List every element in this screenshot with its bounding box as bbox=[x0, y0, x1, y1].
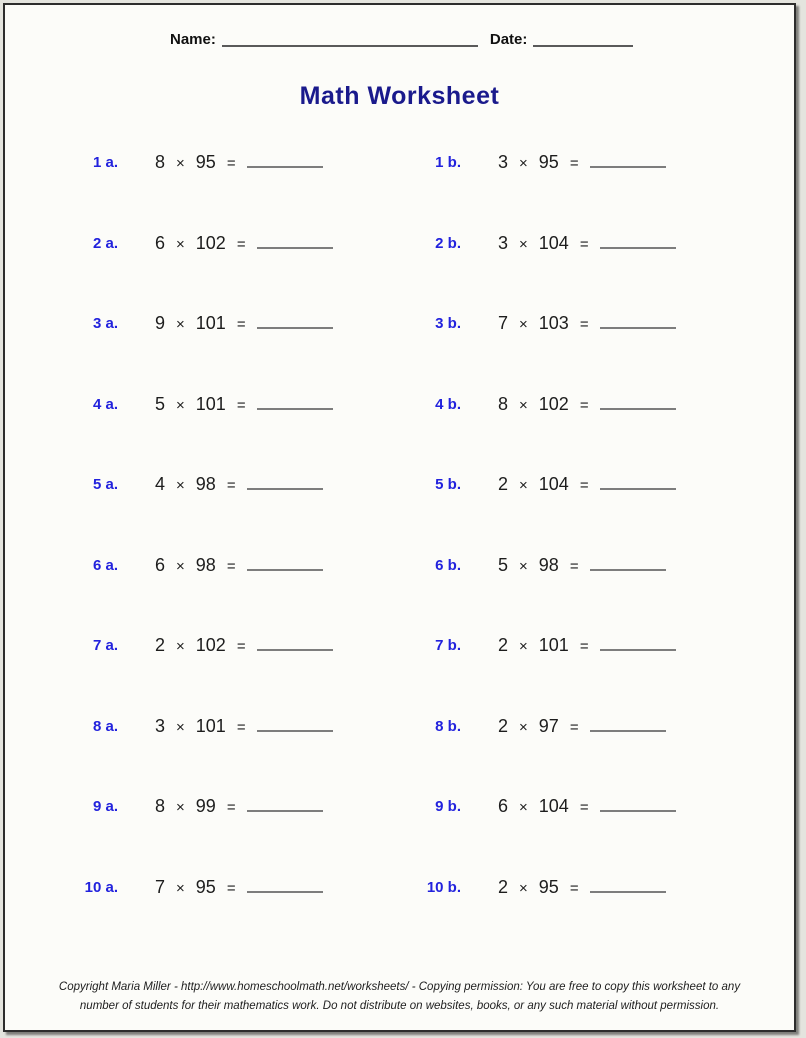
times-symbol: × bbox=[176, 396, 185, 414]
problem-row bbox=[60, 877, 676, 958]
problem-expression bbox=[155, 555, 403, 576]
date-label: Date: bbox=[489, 31, 528, 48]
factor-2: 98 bbox=[538, 554, 559, 575]
factor-1: 6 bbox=[155, 232, 166, 253]
factor-2: 101 bbox=[195, 715, 226, 736]
answer-blank-line bbox=[257, 649, 333, 651]
times-symbol: × bbox=[176, 799, 185, 816]
times-symbol: × bbox=[519, 316, 528, 333]
answer-blank-line bbox=[247, 891, 323, 893]
problem-expression bbox=[155, 394, 403, 415]
problem-row bbox=[60, 716, 676, 797]
answer-blank-line bbox=[600, 649, 676, 651]
date-blank-line bbox=[533, 45, 633, 47]
factor-2: 104 bbox=[538, 232, 569, 253]
answer-blank-line bbox=[247, 166, 323, 168]
name-label: Name: bbox=[170, 31, 216, 48]
factor-1: 3 bbox=[498, 152, 509, 172]
factor-1: 7 bbox=[498, 313, 509, 333]
times-symbol: × bbox=[176, 155, 185, 172]
times-symbol: × bbox=[519, 799, 528, 816]
factor-1: 8 bbox=[155, 152, 166, 172]
problem-expression bbox=[498, 796, 676, 817]
answer-blank-line bbox=[600, 327, 676, 329]
answer-blank-line bbox=[257, 247, 333, 249]
problem-expression bbox=[498, 555, 666, 576]
factor-1: 5 bbox=[155, 393, 166, 414]
equals-symbol: = bbox=[579, 477, 589, 494]
problem-number: 5 b. bbox=[435, 476, 461, 493]
problem-expression bbox=[155, 152, 403, 173]
factor-1: 2 bbox=[498, 715, 509, 736]
answer-blank-line bbox=[257, 327, 333, 329]
problem-number: 10 a. bbox=[84, 878, 118, 896]
equals-symbol: = bbox=[236, 638, 246, 655]
problem-number: 2 a. bbox=[92, 234, 118, 252]
answer-blank-line bbox=[600, 488, 676, 490]
problem-number: 10 b. bbox=[426, 878, 461, 896]
answer-blank-line bbox=[247, 810, 323, 812]
factor-1: 9 bbox=[155, 313, 166, 333]
factor-2: 102 bbox=[195, 232, 226, 253]
factor-2: 102 bbox=[195, 635, 226, 655]
factor-2: 95 bbox=[195, 876, 216, 897]
equals-symbol: = bbox=[236, 396, 246, 414]
times-symbol: × bbox=[519, 396, 528, 414]
problem-number: 6 b. bbox=[435, 556, 461, 574]
factor-1: 8 bbox=[155, 796, 166, 816]
factor-1: 2 bbox=[498, 876, 509, 897]
problem-row bbox=[60, 474, 676, 555]
worksheet-page bbox=[3, 3, 796, 1032]
problem-row bbox=[60, 152, 676, 233]
problem-expression bbox=[498, 394, 676, 415]
equals-symbol: = bbox=[579, 235, 589, 253]
equals-symbol: = bbox=[226, 879, 236, 897]
problem-expression bbox=[155, 233, 403, 254]
problem-number: 6 a. bbox=[92, 556, 118, 574]
times-symbol: × bbox=[176, 879, 185, 897]
equals-symbol: = bbox=[226, 799, 236, 816]
problem-row bbox=[60, 635, 676, 716]
factor-1: 3 bbox=[155, 715, 166, 736]
factor-2: 95 bbox=[538, 876, 559, 897]
problem-row bbox=[60, 394, 676, 475]
name-blank-line bbox=[222, 45, 478, 47]
equals-symbol: = bbox=[226, 557, 236, 575]
factor-2: 99 bbox=[195, 796, 216, 816]
answer-blank-line bbox=[590, 891, 666, 893]
factor-2: 101 bbox=[195, 393, 226, 414]
problem-expression bbox=[155, 877, 403, 898]
times-symbol: × bbox=[176, 557, 185, 575]
factor-1: 4 bbox=[155, 474, 166, 494]
times-symbol: × bbox=[519, 638, 528, 655]
factor-1: 5 bbox=[498, 554, 509, 575]
answer-blank-line bbox=[247, 488, 323, 490]
factor-2: 95 bbox=[195, 152, 216, 172]
times-symbol: × bbox=[519, 557, 528, 575]
times-symbol: × bbox=[176, 316, 185, 333]
answer-blank-line bbox=[600, 810, 676, 812]
equals-symbol: = bbox=[579, 638, 589, 655]
problem-expression bbox=[498, 474, 676, 495]
factor-1: 2 bbox=[498, 635, 509, 655]
factor-2: 101 bbox=[195, 313, 226, 333]
factor-2: 98 bbox=[195, 474, 216, 494]
answer-blank-line bbox=[600, 247, 676, 249]
problem-expression bbox=[155, 796, 403, 817]
equals-symbol: = bbox=[569, 718, 579, 736]
equals-symbol: = bbox=[226, 477, 236, 494]
problem-expression bbox=[155, 313, 403, 334]
factor-1: 7 bbox=[155, 876, 166, 897]
problem-number: 9 b. bbox=[435, 798, 461, 815]
problem-row bbox=[60, 233, 676, 314]
problem-number: 8 b. bbox=[435, 717, 461, 735]
times-symbol: × bbox=[176, 638, 185, 655]
problem-number: 8 a. bbox=[92, 717, 118, 735]
equals-symbol: = bbox=[236, 235, 246, 253]
equals-symbol: = bbox=[569, 557, 579, 575]
footer-line-2: number of students for their mathematics work. Do not distribute on websites, books, or any such material without permission. bbox=[79, 1000, 720, 1013]
equals-symbol: = bbox=[236, 316, 246, 333]
factor-1: 2 bbox=[498, 474, 509, 494]
factor-1: 6 bbox=[155, 554, 166, 575]
factor-1: 6 bbox=[498, 796, 509, 816]
answer-blank-line bbox=[257, 408, 333, 410]
answer-blank-line bbox=[590, 569, 666, 571]
problem-number: 4 a. bbox=[92, 395, 118, 413]
problem-number: 1 b. bbox=[435, 154, 461, 171]
answer-blank-line bbox=[590, 730, 666, 732]
problem-number: 7 b. bbox=[435, 637, 461, 654]
equals-symbol: = bbox=[569, 155, 579, 172]
problem-expression bbox=[498, 313, 676, 334]
factor-2: 104 bbox=[538, 796, 569, 816]
factor-1: 2 bbox=[155, 635, 166, 655]
problem-number: 5 a. bbox=[92, 476, 118, 493]
problem-expression bbox=[155, 716, 403, 737]
times-symbol: × bbox=[519, 235, 528, 253]
footer-copyright bbox=[5, 978, 794, 1017]
problem-number: 9 a. bbox=[92, 798, 118, 815]
problem-expression bbox=[498, 635, 676, 656]
factor-2: 97 bbox=[538, 715, 559, 736]
problem-number: 1 a. bbox=[92, 154, 118, 171]
answer-blank-line bbox=[257, 730, 333, 732]
page-title: Math Worksheet bbox=[299, 82, 500, 110]
answer-blank-line bbox=[590, 166, 666, 168]
problem-row bbox=[60, 796, 676, 877]
factor-2: 95 bbox=[538, 152, 559, 172]
equals-symbol: = bbox=[226, 155, 236, 172]
times-symbol: × bbox=[176, 718, 185, 736]
factor-2: 102 bbox=[538, 393, 569, 414]
answer-blank-line bbox=[247, 569, 323, 571]
header-name-date-line bbox=[170, 31, 633, 48]
factor-1: 8 bbox=[498, 393, 509, 414]
factor-2: 98 bbox=[195, 554, 216, 575]
problems-grid bbox=[60, 152, 676, 957]
problem-number: 3 b. bbox=[435, 315, 461, 332]
equals-symbol: = bbox=[569, 879, 579, 897]
equals-symbol: = bbox=[579, 396, 589, 414]
problem-number: 7 a. bbox=[92, 637, 118, 654]
problem-expression bbox=[498, 152, 666, 173]
problem-expression bbox=[498, 877, 666, 898]
times-symbol: × bbox=[519, 155, 528, 172]
times-symbol: × bbox=[176, 477, 185, 494]
times-symbol: × bbox=[519, 718, 528, 736]
problem-row bbox=[60, 555, 676, 636]
times-symbol: × bbox=[519, 477, 528, 494]
answer-blank-line bbox=[600, 408, 676, 410]
problem-row bbox=[60, 313, 676, 394]
problem-expression bbox=[155, 635, 403, 656]
factor-2: 101 bbox=[538, 635, 569, 655]
problem-number: 4 b. bbox=[435, 395, 461, 413]
times-symbol: × bbox=[519, 879, 528, 897]
equals-symbol: = bbox=[236, 718, 246, 736]
problem-expression bbox=[498, 233, 676, 254]
times-symbol: × bbox=[176, 235, 185, 253]
equals-symbol: = bbox=[579, 799, 589, 816]
problem-number: 3 a. bbox=[92, 315, 118, 332]
factor-2: 104 bbox=[538, 474, 569, 494]
footer-line-1: Copyright Maria Miller - http://www.homeschoolmath.net/worksheets/ - Copying permission: You are free to copy this worksheet to any bbox=[58, 980, 741, 993]
equals-symbol: = bbox=[579, 316, 589, 333]
factor-2: 103 bbox=[538, 313, 569, 333]
problem-number: 2 b. bbox=[435, 234, 461, 252]
factor-1: 3 bbox=[498, 232, 509, 253]
problem-expression bbox=[498, 716, 666, 737]
problem-expression bbox=[155, 474, 403, 495]
